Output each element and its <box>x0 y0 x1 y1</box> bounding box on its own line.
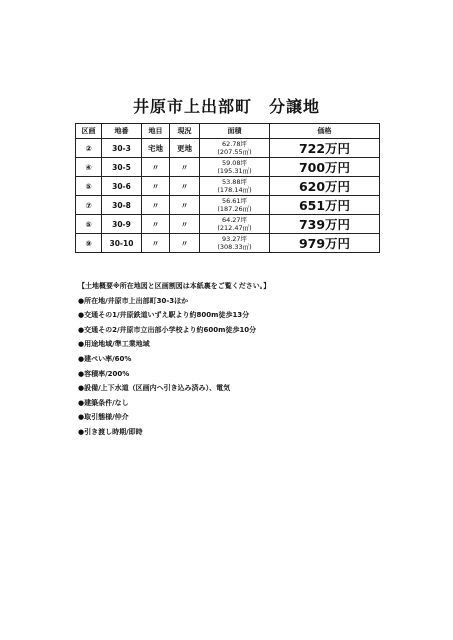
genkyo-cell: 〃 <box>170 158 200 177</box>
summary-item: ●取引態様/仲介 <box>78 413 129 422</box>
chimoku-cell: 〃 <box>142 196 170 215</box>
chiban-cell: 30-8 <box>102 196 142 215</box>
genkyo-cell: 更地 <box>170 139 200 158</box>
table-row <box>76 158 380 177</box>
area-sqm: (207.55㎡) <box>217 148 252 156</box>
area-tsubo: 53.88坪 <box>221 178 248 186</box>
area-sqm: (212.47㎡) <box>217 224 252 232</box>
summary-item: ●所在地/井原市上出部町30-3ほか <box>78 296 189 305</box>
lot-cell: ⑦ <box>76 196 102 215</box>
chiban-cell: 30-3 <box>102 139 142 158</box>
chimoku-cell: 〃 <box>142 158 170 177</box>
lot-cell: ⑨ <box>76 234 102 253</box>
table-row <box>76 177 380 196</box>
summary-item: ●建ぺい率/60% <box>78 354 132 363</box>
price-cell: 620万円 <box>270 177 380 196</box>
area-sqm: (187.26㎡) <box>217 205 252 213</box>
price-cell: 979万円 <box>270 234 380 253</box>
lot-cell: ⑤ <box>76 215 102 234</box>
lot-cell: ⑤ <box>76 177 102 196</box>
area-cell <box>200 215 270 234</box>
price-cell: 700万円 <box>270 158 380 177</box>
chimoku-cell: 〃 <box>142 234 170 253</box>
table-header-row <box>76 124 380 139</box>
header-chiban: 地番 <box>102 124 142 139</box>
header-price: 価格 <box>270 124 380 139</box>
price-cell: 739万円 <box>270 215 380 234</box>
lot-cell: ② <box>76 139 102 158</box>
summary-item: ●交通その1/井原鉄道いずえ駅より約800m徒歩13分 <box>78 311 250 320</box>
genkyo-cell: 〃 <box>170 234 200 253</box>
genkyo-cell: 〃 <box>170 215 200 234</box>
genkyo-cell: 〃 <box>170 196 200 215</box>
summary-item: ●容積率/200% <box>78 369 130 378</box>
summary-item: ●用途地域/準工業地域 <box>78 340 150 349</box>
price-cell: 651万円 <box>270 196 380 215</box>
area-cell <box>200 196 270 215</box>
area-sqm: (308.33㎡) <box>217 243 252 251</box>
chiban-cell: 30-5 <box>102 158 142 177</box>
lot-cell: ④ <box>76 158 102 177</box>
genkyo-cell: 〃 <box>170 177 200 196</box>
area-tsubo: 93.27坪 <box>221 235 248 243</box>
summary-item: ●設備/上下水道（区画内へ引き込み済み）、電気 <box>78 384 231 393</box>
area-cell <box>200 234 270 253</box>
area-tsubo: 59.08坪 <box>221 159 248 167</box>
area-tsubo: 56.61坪 <box>221 197 248 205</box>
summary-item: ●引き渡し時期/即時 <box>78 427 143 436</box>
chimoku-cell: 宅地 <box>142 139 170 158</box>
chiban-cell: 30-10 <box>102 234 142 253</box>
area-tsubo: 62.78坪 <box>221 140 248 148</box>
area-cell <box>200 158 270 177</box>
summary-item: ●交通その2/井原市立出部小学校より約600m徒歩10分 <box>78 325 257 334</box>
area-cell <box>200 139 270 158</box>
table-row <box>76 139 380 158</box>
table-row <box>76 215 380 234</box>
price-cell: 722万円 <box>270 139 380 158</box>
chimoku-cell: 〃 <box>142 215 170 234</box>
lot-table <box>75 123 380 253</box>
summary-heading: 【土地概要※所在地図と区画割図は本紙裏をご覧ください。】 <box>78 282 271 290</box>
chiban-cell: 30-9 <box>102 215 142 234</box>
header-area: 面積 <box>200 124 270 139</box>
land-summary <box>78 279 438 440</box>
area-sqm: (178.14㎡) <box>217 186 252 194</box>
summary-item: ●建築条件/なし <box>78 398 129 407</box>
page-title: 井原市上出部町 分譲地 <box>132 97 320 116</box>
area-tsubo: 64.27坪 <box>221 216 248 224</box>
header-chimoku: 地目 <box>142 124 170 139</box>
chimoku-cell: 〃 <box>142 177 170 196</box>
chiban-cell: 30-6 <box>102 177 142 196</box>
header-genkyo: 現況 <box>170 124 200 139</box>
table-row <box>76 196 380 215</box>
area-cell <box>200 177 270 196</box>
area-sqm: (195.31㎡) <box>217 167 252 175</box>
header-lot: 区画 <box>76 124 102 139</box>
table-row <box>76 234 380 253</box>
